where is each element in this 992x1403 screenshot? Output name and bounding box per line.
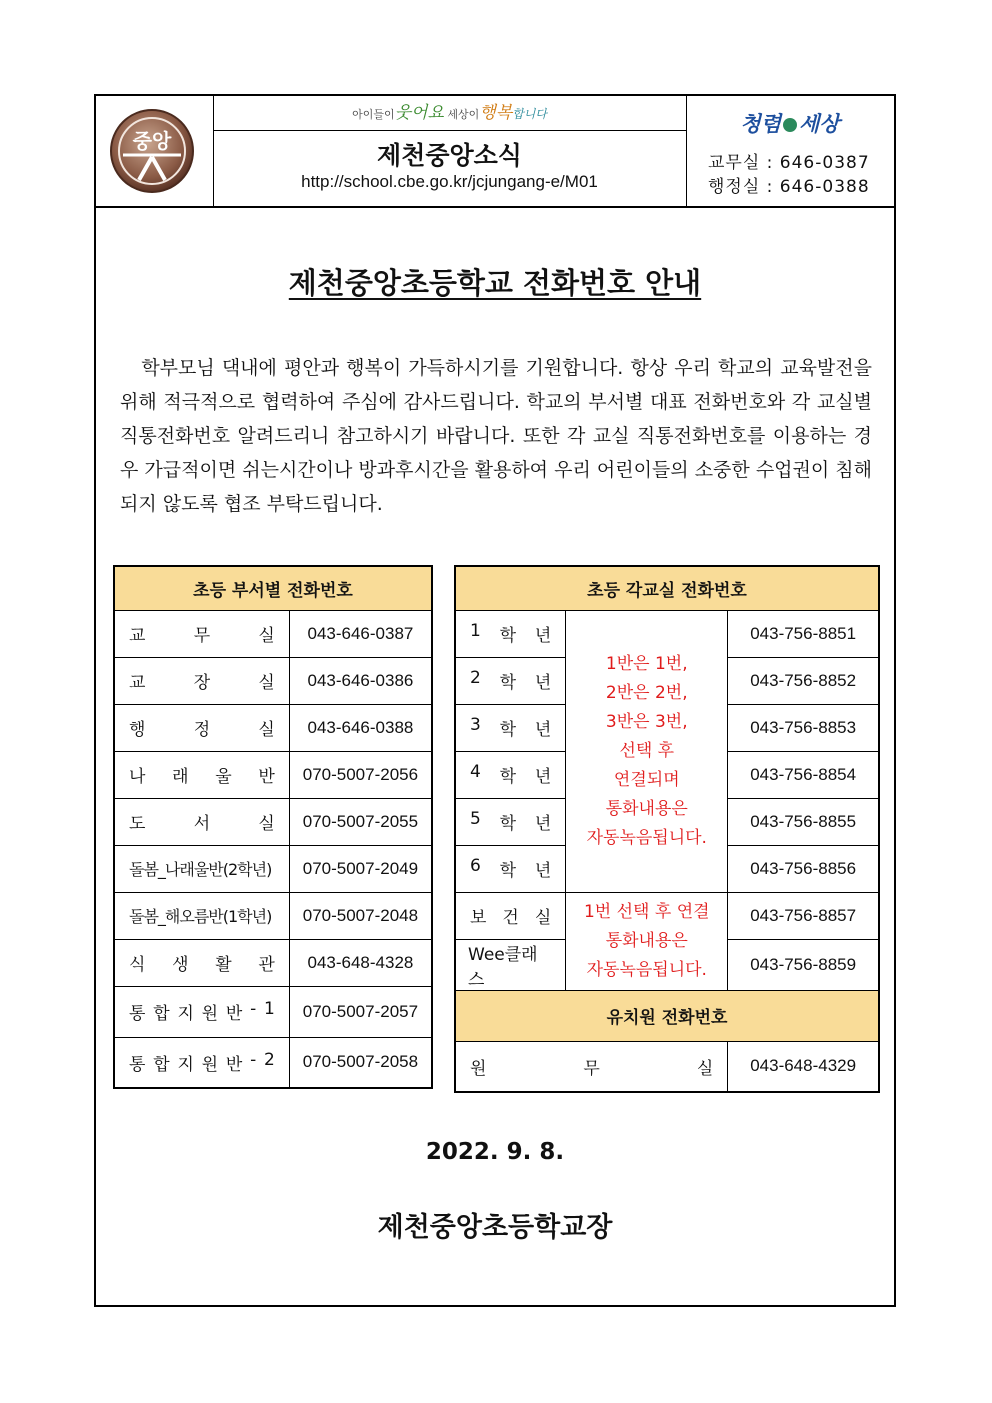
dept-name: 나 래 울 반 xyxy=(129,767,275,787)
grade-name: 1 학 년 xyxy=(470,621,552,646)
grade-name: 5 학 년 xyxy=(470,809,552,834)
slogan-prefix: 아이들이 xyxy=(352,108,395,121)
table-row xyxy=(114,704,432,751)
class-phone: 043-756-8851 xyxy=(728,610,879,657)
intro-text: 학부모님 댁내에 평안과 행복이 가득하시기를 기원합니다. 항상 우리 학교의 교육발전을 위해 적극적으로 협력하여 주심에 감사드립니다. 학교의 부서별 대표 전화번호와 각 교실별 직통전화번호 알려드리니 참고하시기 바랍니다. 또한 각 교실 직통전화번호를 이용하는 경우 가급적이면 쉬는시간이나 방과후시간을 활용하여 우리 어린이들의 소중한 수업권이 침해되지 않도록 협조 부탁드립니다. xyxy=(120,357,872,515)
note-line: 자동녹음됩니다. xyxy=(586,827,707,848)
table-row xyxy=(114,751,432,798)
document-frame xyxy=(94,94,896,1307)
grade-name: 6 학 년 xyxy=(470,856,552,881)
table-row xyxy=(114,939,432,986)
dept-table-header: 초등 부서별 전화번호 xyxy=(114,566,432,610)
grade-name: 3 학 년 xyxy=(470,715,552,740)
dept-phone: 043-646-0388 xyxy=(289,704,432,751)
dept-name: 교 장 실 xyxy=(129,673,275,693)
note-line: 선택 후 xyxy=(619,740,675,761)
table-row xyxy=(455,1041,879,1092)
note-line: 3반은 3번, xyxy=(605,711,688,732)
kinder-phone: 043-648-4329 xyxy=(728,1041,879,1092)
dept-phone: 070-5007-2058 xyxy=(289,1037,432,1088)
table-row xyxy=(114,1037,432,1088)
dept-name: 통 합 지 원 반 - 2 xyxy=(129,1049,275,1075)
dept-name: 도 서 실 xyxy=(129,814,275,834)
document-title: 제천중앙초등학교 전화번호 안내 xyxy=(288,266,702,300)
contact-cell xyxy=(686,96,894,206)
classroom-phone-table xyxy=(454,565,880,1093)
grade-name: 2 학 년 xyxy=(470,668,552,693)
class-phone: 043-756-8859 xyxy=(728,939,879,990)
logo-text: 중앙 xyxy=(132,129,172,153)
school-logo-icon xyxy=(109,108,195,194)
class-phone: 043-756-8854 xyxy=(728,751,879,798)
grade-name: 4 학 년 xyxy=(470,762,552,787)
newsletter-header xyxy=(96,96,894,208)
slogan-highlight-3: 합니다 xyxy=(512,107,547,121)
school-url-link[interactable]: http://school.cbe.go.kr/jcjungang-e/M01 xyxy=(301,172,598,191)
table-row xyxy=(114,986,432,1037)
intro-paragraph xyxy=(120,351,872,521)
dept-phone-table xyxy=(113,565,433,1089)
room-name: Wee클래스 xyxy=(455,939,566,990)
dept-phone: 043-648-4328 xyxy=(289,939,432,986)
newsletter-title-cell xyxy=(213,96,687,206)
dept-phone: 070-5007-2055 xyxy=(289,798,432,845)
table-row xyxy=(455,892,879,939)
table-row xyxy=(455,610,879,657)
logo-cell xyxy=(96,96,214,206)
note-line: 2반은 2번, xyxy=(605,682,688,703)
principal-signature: 제천중앙초등학교장 xyxy=(377,1212,613,1243)
dept-name: 통 합 지 원 반 - 1 xyxy=(129,999,275,1024)
slogan-highlight-2: 행복 xyxy=(479,103,513,123)
contact-academic-office: 교무실 : 646-0387 xyxy=(708,153,870,173)
integrity-brand xyxy=(686,108,894,138)
note-line: 1번 선택 후 연결 xyxy=(583,901,710,922)
note-line: 통화내용은 xyxy=(605,930,688,951)
dept-name: 돌봄_해오름반(1학년) xyxy=(114,892,289,939)
slogan-mid: 세상이 xyxy=(447,108,480,121)
table-row xyxy=(114,845,432,892)
class-phone: 043-756-8856 xyxy=(728,845,879,892)
note-line: 연결되며 xyxy=(613,769,680,790)
other-call-note xyxy=(566,892,728,990)
dept-phone: 070-5007-2049 xyxy=(289,845,432,892)
class-phone: 043-756-8852 xyxy=(728,657,879,704)
dept-name: 식 생 활 관 xyxy=(129,955,275,975)
kinder-table-header: 유치원 전화번호 xyxy=(455,990,879,1041)
kinder-room-name: 원 무 실 xyxy=(470,1058,714,1079)
brand-right-text: 세상 xyxy=(799,112,840,136)
grade-call-note xyxy=(566,610,728,892)
slogan-highlight-1: 웃어요 xyxy=(394,103,444,123)
dept-name: 교 무 실 xyxy=(129,626,275,646)
dept-phone: 070-5007-2048 xyxy=(289,892,432,939)
room-name: 보 건 실 xyxy=(470,908,552,928)
dept-phone: 070-5007-2056 xyxy=(289,751,432,798)
note-line: 1반은 1번, xyxy=(605,653,688,674)
table-row xyxy=(114,892,432,939)
dept-phone: 043-646-0387 xyxy=(289,610,432,657)
table-row xyxy=(114,798,432,845)
brand-left-text: 청렴 xyxy=(740,112,781,136)
class-table-header: 초등 각교실 전화번호 xyxy=(455,566,879,610)
document-date: 2022. 9. 8. xyxy=(425,1139,565,1165)
class-phone: 043-756-8853 xyxy=(728,704,879,751)
slogan xyxy=(213,96,686,131)
newsletter-title: 제천중앙소식 xyxy=(377,141,522,170)
table-row xyxy=(114,610,432,657)
table-row xyxy=(114,657,432,704)
note-line: 자동녹음됩니다. xyxy=(586,959,707,980)
class-phone: 043-756-8857 xyxy=(728,892,879,939)
contact-admin-office: 행정실 : 646-0388 xyxy=(708,177,870,197)
dept-name: 행 정 실 xyxy=(129,720,275,740)
class-phone: 043-756-8855 xyxy=(728,798,879,845)
note-line: 통화내용은 xyxy=(605,798,688,819)
document-title-wrap xyxy=(96,261,894,302)
brand-emblem-icon xyxy=(783,118,797,132)
dept-phone: 043-646-0386 xyxy=(289,657,432,704)
dept-name: 돌봄_나래울반(2학년) xyxy=(114,845,289,892)
dept-phone: 070-5007-2057 xyxy=(289,986,432,1037)
